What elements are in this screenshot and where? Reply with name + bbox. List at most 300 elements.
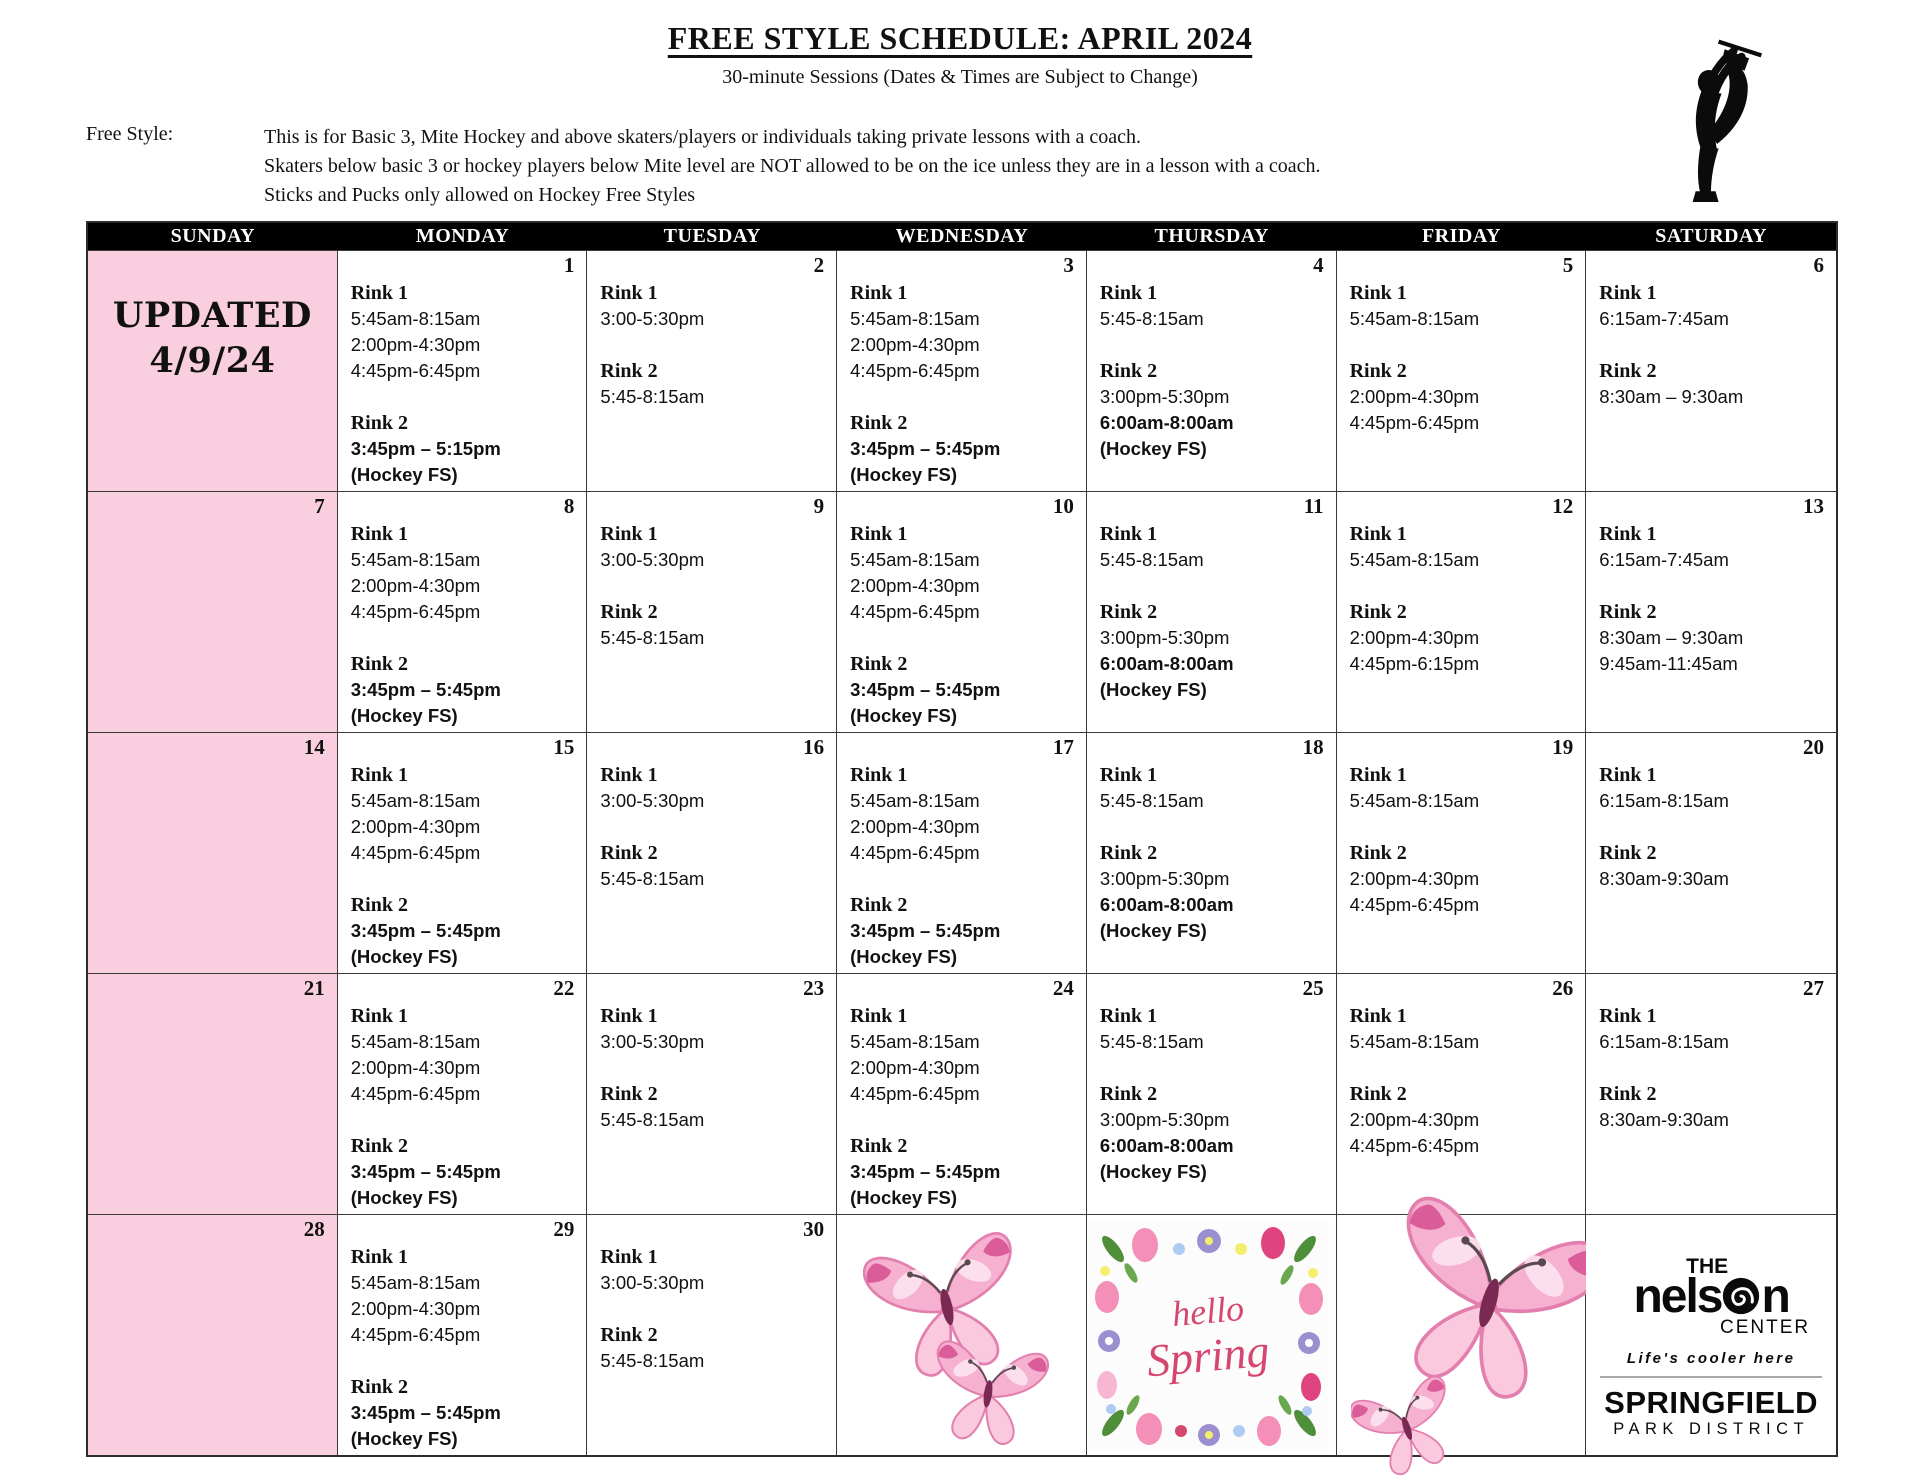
- session-time: 5:45-8:15am: [1099, 1031, 1204, 1052]
- nelson-center-logo: [1598, 1255, 1824, 1439]
- rink-label: Rink 1: [1599, 523, 1657, 545]
- figure-skater-icon: [1628, 34, 1800, 202]
- session-time: 3:00pm-5:30pm: [1099, 627, 1230, 648]
- session-time: 6:00am-8:00am: [1099, 1135, 1234, 1156]
- session-time: 5:45am-8:15am: [850, 1031, 980, 1052]
- day-schedule: [837, 492, 1086, 729]
- rink-label: Rink 1: [350, 282, 408, 304]
- session-time: 2:00pm-4:30pm: [350, 575, 481, 596]
- logo-name-left: nels: [1633, 1270, 1722, 1323]
- day-number: 28: [303, 1217, 325, 1241]
- rink-label: Rink 2: [1099, 1083, 1158, 1105]
- session-time: 4:45pm-6:45pm: [350, 1324, 481, 1345]
- rink-block: [850, 762, 1080, 866]
- rink-label: Rink 2: [350, 412, 408, 434]
- sunday-cell-14: [88, 732, 338, 973]
- rink-label: Rink 1: [1099, 282, 1158, 304]
- butterfly-icon: [925, 1331, 1051, 1449]
- session-time: 4:45pm-6:45pm: [850, 601, 980, 622]
- rink-block: [351, 892, 581, 970]
- rink-label: Rink 2: [1599, 601, 1657, 623]
- day-cell-9: [587, 491, 837, 732]
- rink-label: Rink 2: [1349, 360, 1407, 382]
- session-time: 3:00pm-5:30pm: [1099, 386, 1230, 407]
- session-time: 2:00pm-4:30pm: [1349, 627, 1480, 648]
- rink-label: Rink 2: [1349, 601, 1407, 623]
- rink-label: Rink 1: [850, 764, 908, 786]
- day-number: 13: [1802, 494, 1824, 518]
- session-time: 4:45pm-6:45pm: [1349, 894, 1480, 915]
- day-cell-29: [338, 1214, 588, 1455]
- rink-label: Rink 1: [1349, 282, 1407, 304]
- rink-block: [1100, 840, 1330, 944]
- session-time: 5:45am-8:15am: [850, 790, 980, 811]
- day-number: 9: [813, 494, 825, 518]
- rink-label: Rink 1: [1599, 764, 1657, 786]
- rink-label: Rink 1: [350, 1246, 408, 1268]
- day-number: 25: [1302, 976, 1324, 1000]
- rink-block: [600, 1003, 830, 1055]
- day-number: 16: [803, 735, 825, 759]
- session-time: 5:45-8:15am: [600, 386, 705, 407]
- day-schedule: [338, 251, 587, 488]
- session-time: 8:30am-9:30am: [1599, 1109, 1729, 1130]
- session-time: 4:45pm-6:45pm: [850, 842, 980, 863]
- day-header-sunday: SUNDAY: [170, 225, 256, 247]
- rink-label: Rink 1: [600, 282, 658, 304]
- rink-block: [600, 280, 830, 332]
- session-time: 8:30am – 9:30am: [1599, 386, 1744, 407]
- session-time: 3:00-5:30pm: [600, 549, 705, 570]
- day-cell-4: [1087, 250, 1337, 491]
- rink-label: Rink 1: [350, 523, 408, 545]
- day-schedule: [1337, 733, 1586, 918]
- day-cell-2: [587, 250, 837, 491]
- session-time: 3:00-5:30pm: [600, 790, 705, 811]
- rink-block: [1100, 280, 1330, 332]
- rink-block: [1350, 840, 1580, 918]
- rink-block: [1599, 280, 1830, 332]
- rink-label: Rink 2: [1599, 360, 1657, 382]
- session-time: 8:30am – 9:30am: [1599, 627, 1744, 648]
- session-time: 5:45-8:15am: [1099, 790, 1204, 811]
- rink-block: [351, 1133, 581, 1211]
- day-schedule: [1586, 974, 1836, 1133]
- session-time: 9:45am-11:45am: [1599, 653, 1738, 674]
- rink-block: [1100, 521, 1330, 573]
- day-number: 30: [803, 1217, 825, 1241]
- rink-block: [1350, 599, 1580, 677]
- day-number: 27: [1802, 976, 1824, 1000]
- day-schedule: [587, 974, 836, 1133]
- rink-block: [1350, 1081, 1580, 1159]
- session-time: 6:00am-8:00am: [1099, 894, 1234, 915]
- rink-block: [1100, 1081, 1330, 1185]
- day-schedule: [1087, 733, 1336, 944]
- butterfly-icon: [1351, 1373, 1463, 1477]
- rink-block: [1100, 762, 1330, 814]
- rink-label: Rink 1: [350, 764, 408, 786]
- calendar-week-1: [88, 250, 1836, 491]
- day-header-monday: MONDAY: [415, 225, 510, 247]
- nelson-swirl-o-icon: [1722, 1277, 1760, 1315]
- day-cell-17: [837, 732, 1087, 973]
- sunday-cell-28: [88, 1214, 338, 1455]
- rink-label: Rink 2: [850, 1135, 908, 1157]
- session-time: 4:45pm-6:45pm: [350, 1083, 481, 1104]
- day-cell-8: [338, 491, 588, 732]
- session-time: 6:00am-8:00am: [1099, 412, 1234, 433]
- rink-block: [600, 1244, 830, 1296]
- day-number: 24: [1052, 976, 1074, 1000]
- logo-center: CENTER: [1720, 1317, 1811, 1338]
- day-header-tuesday: TUESDAY: [663, 225, 761, 247]
- rink-block: [1100, 358, 1330, 462]
- rink-label: Rink 2: [850, 653, 908, 675]
- session-time: 5:45am-8:15am: [1349, 549, 1480, 570]
- session-time: 5:45am-8:15am: [350, 308, 481, 329]
- logo-springfield: SPRINGFIELD: [1604, 1385, 1819, 1420]
- day-cell-26: [1337, 973, 1587, 1214]
- session-time: (Hockey FS): [850, 946, 958, 967]
- updated-notice-line2: 4/9/24: [149, 340, 276, 381]
- rink-block: [1350, 358, 1580, 436]
- day-cell-6: [1586, 250, 1836, 491]
- session-time: 4:45pm-6:45pm: [1349, 1135, 1480, 1156]
- session-time: 3:00-5:30pm: [600, 308, 705, 329]
- butterflies-b-cell: [1337, 1214, 1587, 1455]
- rink-block: [600, 1322, 830, 1374]
- day-schedule: [837, 974, 1086, 1211]
- day-cell-1: [338, 250, 588, 491]
- session-time: 4:45pm-6:45pm: [850, 360, 980, 381]
- rink-block: [850, 521, 1080, 625]
- day-schedule: [587, 733, 836, 892]
- session-time: 2:00pm-4:30pm: [850, 1057, 980, 1078]
- logo-park-district: PARK DISTRICT: [1613, 1420, 1810, 1438]
- day-number: 26: [1552, 976, 1574, 1000]
- session-time: (Hockey FS): [850, 464, 958, 485]
- rink-label: Rink 2: [1349, 842, 1407, 864]
- session-time: 6:15am-8:15am: [1599, 1031, 1729, 1052]
- session-time: 3:45pm – 5:45pm: [350, 1161, 501, 1182]
- day-number: 21: [303, 976, 325, 1000]
- day-cell-12: [1337, 491, 1587, 732]
- session-time: 2:00pm-4:30pm: [350, 1057, 481, 1078]
- session-time: (Hockey FS): [850, 1187, 958, 1208]
- session-time: 5:45am-8:15am: [1349, 790, 1480, 811]
- session-time: 6:15am-7:45am: [1599, 549, 1729, 570]
- day-cell-13: [1586, 491, 1836, 732]
- rink-label: Rink 1: [1349, 764, 1407, 786]
- day-schedule: [1337, 492, 1586, 677]
- day-cell-22: [338, 973, 588, 1214]
- day-cell-18: [1087, 732, 1337, 973]
- rink-block: [351, 1003, 581, 1107]
- rink-label: Rink 2: [1099, 842, 1158, 864]
- session-time: 5:45am-8:15am: [850, 308, 980, 329]
- session-time: 5:45am-8:15am: [850, 549, 980, 570]
- session-time: (Hockey FS): [850, 705, 958, 726]
- rink-block: [351, 762, 581, 866]
- calendar-day-header-row: [88, 223, 1836, 250]
- day-number: 3: [1063, 253, 1074, 277]
- rink-label: Rink 1: [1599, 282, 1657, 304]
- day-schedule: [587, 251, 836, 410]
- session-time: 5:45-8:15am: [600, 868, 705, 889]
- spring-text-hello: hello: [1170, 1287, 1246, 1335]
- session-time: 5:45-8:15am: [1099, 308, 1204, 329]
- day-number: 22: [553, 976, 575, 1000]
- updated-cell: [88, 250, 338, 491]
- session-time: 2:00pm-4:30pm: [1349, 1109, 1480, 1130]
- day-number: 4: [1313, 253, 1324, 277]
- rink-label: Rink 2: [600, 1083, 658, 1105]
- session-time: 5:45-8:15am: [600, 627, 705, 648]
- day-number: 29: [553, 1217, 575, 1241]
- rink-label: Rink 2: [600, 601, 658, 623]
- note-line-3: Sticks and Pucks only allowed on Hockey Free Styles: [264, 184, 696, 206]
- sunday-cell-21: [88, 973, 338, 1214]
- rink-block: [850, 892, 1080, 970]
- day-number: 2: [813, 253, 825, 277]
- rink-label: Rink 1: [1099, 1005, 1158, 1027]
- rink-block: [1350, 762, 1580, 814]
- session-time: 4:45pm-6:45pm: [350, 360, 481, 381]
- logo-name-right: n: [1761, 1270, 1789, 1323]
- rink-block: [351, 651, 581, 729]
- session-time: (Hockey FS): [350, 705, 458, 726]
- session-time: 2:00pm-4:30pm: [350, 1298, 481, 1319]
- rink-block: [351, 521, 581, 625]
- rink-label: Rink 2: [350, 1376, 408, 1398]
- day-number: 11: [1303, 494, 1324, 518]
- session-time: 2:00pm-4:30pm: [350, 334, 481, 355]
- calendar-week-4: [88, 973, 1836, 1214]
- rink-block: [850, 1003, 1080, 1107]
- rink-label: Rink 2: [1599, 1083, 1657, 1105]
- rink-label: Rink 1: [600, 1005, 658, 1027]
- updated-notice: [88, 251, 337, 383]
- session-time: 3:00pm-5:30pm: [1099, 1109, 1230, 1130]
- day-cell-3: [837, 250, 1087, 491]
- rink-block: [850, 651, 1080, 729]
- day-cell-20: [1586, 732, 1836, 973]
- day-number: 8: [563, 494, 575, 518]
- logo-tagline: Life's cooler here: [1626, 1350, 1796, 1367]
- day-cell-5: [1337, 250, 1587, 491]
- session-time: (Hockey FS): [1099, 679, 1207, 700]
- rink-block: [600, 599, 830, 651]
- day-schedule: [338, 1215, 587, 1452]
- day-cell-27: [1586, 973, 1836, 1214]
- freestyle-notes-label: Free Style:: [86, 123, 174, 145]
- session-time: 2:00pm-4:30pm: [1349, 868, 1480, 889]
- day-schedule: [1087, 251, 1336, 462]
- updated-notice-line1: UPDATED: [112, 295, 312, 336]
- rink-label: Rink 1: [1099, 523, 1158, 545]
- rink-label: Rink 1: [1099, 764, 1158, 786]
- session-time: 2:00pm-4:30pm: [1349, 386, 1480, 407]
- rink-block: [1599, 521, 1830, 573]
- day-number: 17: [1052, 735, 1074, 759]
- session-time: 4:45pm-6:45pm: [350, 601, 481, 622]
- session-time: 3:45pm – 5:45pm: [350, 679, 501, 700]
- rink-block: [600, 840, 830, 892]
- rink-label: Rink 1: [850, 1005, 908, 1027]
- calendar-week-5: [88, 1214, 1836, 1455]
- session-time: 4:45pm-6:45pm: [850, 1083, 980, 1104]
- note-line-2: Skaters below basic 3 or hockey players below Mite level are NOT allowed to be on the ice unless they are in a lesson with a coach.: [264, 155, 1321, 177]
- day-header-friday: FRIDAY: [1421, 225, 1501, 247]
- butterfly-icon: [1375, 1189, 1603, 1403]
- logo-cell: [1586, 1214, 1836, 1455]
- rink-block: [1100, 599, 1330, 703]
- day-number: 14: [303, 735, 325, 759]
- day-schedule: [1087, 974, 1336, 1185]
- rink-label: Rink 2: [600, 842, 658, 864]
- rink-label: Rink 2: [850, 894, 908, 916]
- day-schedule: [837, 251, 1086, 488]
- session-time: 3:00-5:30pm: [600, 1272, 705, 1293]
- day-cell-23: [587, 973, 837, 1214]
- page-title: FREE STYLE SCHEDULE: APRIL 2024: [667, 20, 1253, 56]
- rink-label: Rink 2: [350, 653, 408, 675]
- session-time: (Hockey FS): [350, 946, 458, 967]
- session-time: 4:45pm-6:45pm: [1349, 412, 1480, 433]
- logo-divider: [1600, 1376, 1822, 1378]
- day-header-wednesday: WEDNESDAY: [895, 225, 1029, 247]
- session-time: 3:45pm – 5:45pm: [850, 438, 1001, 459]
- session-time: (Hockey FS): [350, 464, 458, 485]
- rink-block: [1599, 1081, 1830, 1133]
- session-time: 2:00pm-4:30pm: [850, 816, 980, 837]
- day-schedule: [1087, 492, 1336, 703]
- rink-block: [351, 1244, 581, 1348]
- day-schedule: [587, 1215, 836, 1374]
- day-number: 10: [1052, 494, 1074, 518]
- hello-spring-graphic: [1083, 1219, 1335, 1453]
- rink-label: Rink 2: [350, 894, 408, 916]
- day-schedule: [338, 974, 587, 1211]
- rink-label: Rink 2: [1099, 601, 1158, 623]
- day-schedule: [338, 492, 587, 729]
- session-time: 2:00pm-4:30pm: [850, 334, 980, 355]
- day-cell-19: [1337, 732, 1587, 973]
- rink-block: [1599, 599, 1830, 677]
- session-time: 5:45am-8:15am: [350, 790, 481, 811]
- rink-label: Rink 2: [1099, 360, 1158, 382]
- calendar-week-2: [88, 491, 1836, 732]
- rink-block: [600, 762, 830, 814]
- session-time: 6:00am-8:00am: [1099, 653, 1234, 674]
- day-number: 19: [1552, 735, 1574, 759]
- rink-block: [850, 280, 1080, 384]
- rink-label: Rink 1: [600, 1246, 658, 1268]
- page-subtitle: 30-minute Sessions (Dates & Times are Subject to Change): [722, 66, 1198, 88]
- rink-block: [600, 358, 830, 410]
- day-cell-24: [837, 973, 1087, 1214]
- rink-block: [1599, 840, 1830, 892]
- day-number: 23: [803, 976, 825, 1000]
- day-schedule: [1337, 974, 1586, 1159]
- april-calendar-table: [86, 221, 1838, 1457]
- session-time: 5:45am-8:15am: [350, 1272, 481, 1293]
- day-schedule: [1586, 251, 1836, 410]
- session-time: 8:30am-9:30am: [1599, 868, 1729, 889]
- sunday-cell-7: [88, 491, 338, 732]
- session-time: 3:00pm-5:30pm: [1099, 868, 1230, 889]
- day-schedule: [338, 733, 587, 970]
- day-cell-30: [587, 1214, 837, 1455]
- logo-nelson-wordmark: [1598, 1270, 1824, 1323]
- rink-block: [600, 521, 830, 573]
- session-time: 5:45-8:15am: [600, 1109, 705, 1130]
- session-time: (Hockey FS): [1099, 438, 1207, 459]
- rink-block: [1599, 762, 1830, 814]
- rink-label: Rink 2: [850, 412, 908, 434]
- session-time: 2:00pm-4:30pm: [850, 575, 980, 596]
- rink-block: [351, 410, 581, 488]
- rink-block: [351, 1374, 581, 1452]
- butterflies-a-cell: [837, 1214, 1087, 1455]
- session-time: 2:00pm-4:30pm: [350, 816, 481, 837]
- freestyle-notes: [264, 123, 1604, 210]
- spring-cell: [1087, 1214, 1337, 1455]
- rink-label: Rink 1: [1349, 523, 1407, 545]
- session-time: (Hockey FS): [350, 1428, 458, 1449]
- session-time: 3:00-5:30pm: [600, 1031, 705, 1052]
- day-number: 12: [1552, 494, 1574, 518]
- session-time: 6:15am-7:45am: [1599, 308, 1729, 329]
- day-cell-15: [338, 732, 588, 973]
- session-time: 3:45pm – 5:45pm: [350, 920, 501, 941]
- rink-block: [1350, 521, 1580, 573]
- spring-text-spring: Spring: [1144, 1324, 1272, 1387]
- session-time: 3:45pm – 5:45pm: [850, 920, 1001, 941]
- day-number: 20: [1802, 735, 1824, 759]
- rink-label: Rink 1: [600, 523, 658, 545]
- rink-label: Rink 1: [1349, 1005, 1407, 1027]
- day-schedule: [837, 733, 1086, 970]
- day-number: 6: [1813, 253, 1824, 277]
- rink-label: Rink 1: [1599, 1005, 1657, 1027]
- session-time: 5:45am-8:15am: [350, 549, 481, 570]
- rink-label: Rink 1: [850, 282, 908, 304]
- session-time: (Hockey FS): [1099, 920, 1207, 941]
- day-schedule: [1337, 251, 1586, 436]
- rink-label: Rink 1: [850, 523, 908, 545]
- session-time: 6:15am-8:15am: [1599, 790, 1729, 811]
- rink-block: [1350, 280, 1580, 332]
- rink-label: Rink 2: [600, 360, 658, 382]
- rink-block: [1599, 358, 1830, 410]
- rink-label: Rink 2: [1349, 1083, 1407, 1105]
- rink-label: Rink 2: [350, 1135, 408, 1157]
- rink-label: Rink 2: [1599, 842, 1657, 864]
- day-header-thursday: THURSDAY: [1154, 225, 1269, 247]
- session-time: 3:45pm – 5:45pm: [350, 1402, 501, 1423]
- day-number: 18: [1302, 735, 1324, 759]
- rink-block: [1100, 1003, 1330, 1055]
- day-cell-11: [1087, 491, 1337, 732]
- day-number: 15: [553, 735, 575, 759]
- session-time: 5:45am-8:15am: [1349, 308, 1480, 329]
- day-number: 5: [1562, 253, 1574, 277]
- day-schedule: [1586, 733, 1836, 892]
- session-time: 5:45-8:15am: [600, 1350, 705, 1371]
- session-time: 5:45am-8:15am: [350, 1031, 481, 1052]
